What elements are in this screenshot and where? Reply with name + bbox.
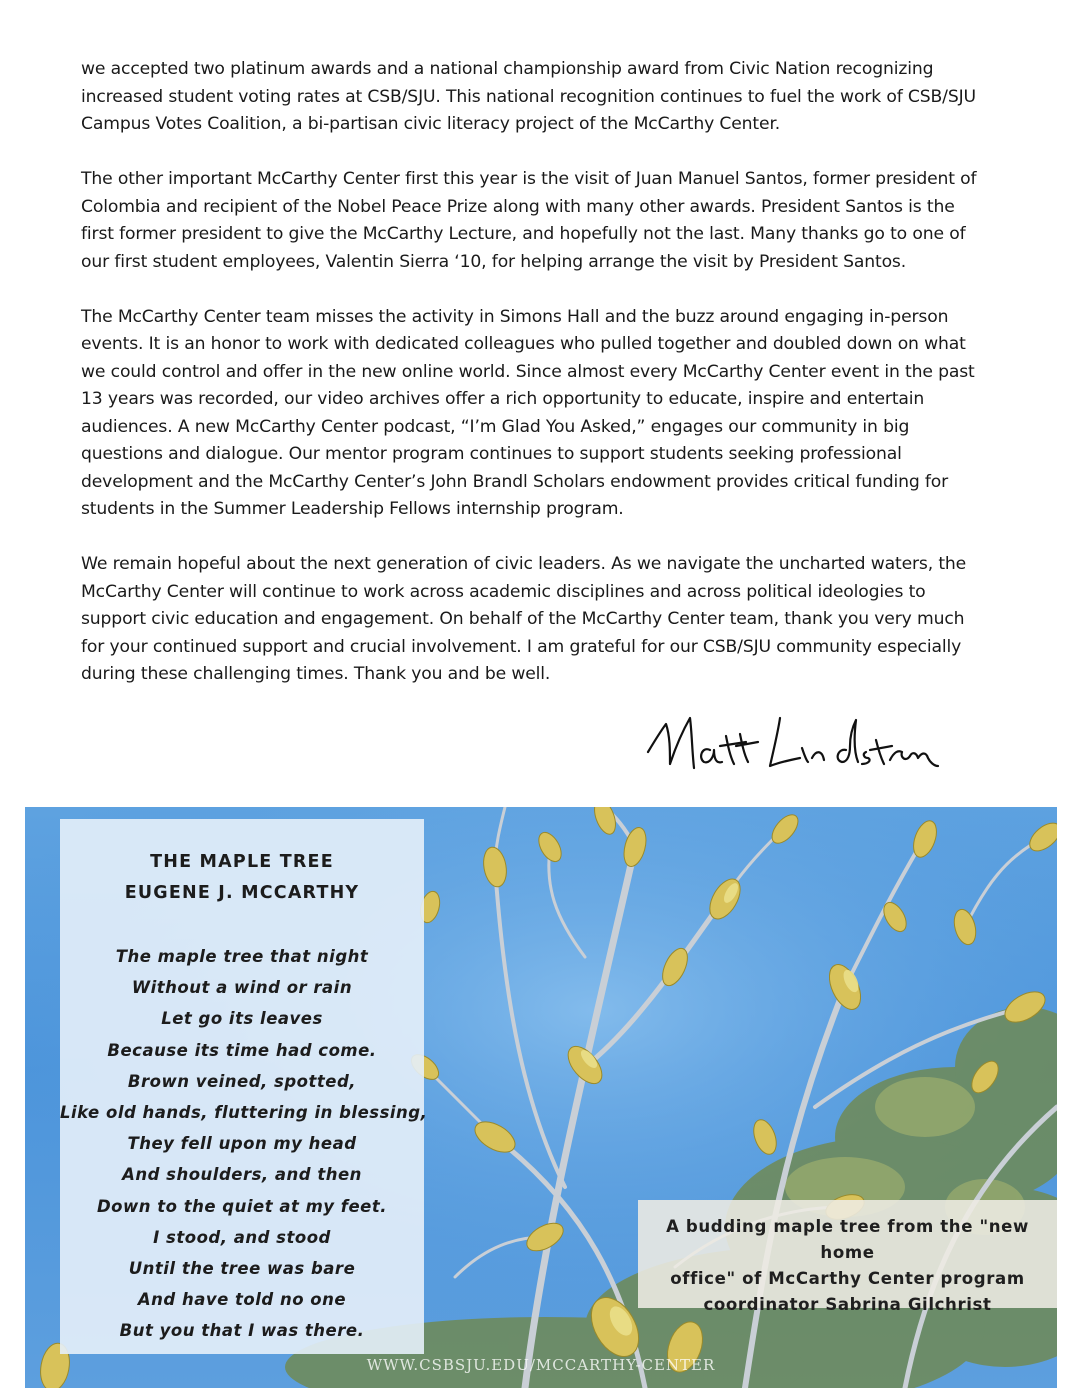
signature-image xyxy=(640,706,940,780)
poem-line: Let go its leaves xyxy=(161,1009,323,1029)
letter-body xyxy=(81,56,981,689)
poem-line: But you that I was there. xyxy=(119,1321,365,1341)
poem-title: THE MAPLE TREE xyxy=(150,852,334,872)
poem-line: I stood, and stood xyxy=(153,1227,331,1247)
caption-line-2: office" of McCarthy Center program xyxy=(670,1269,1025,1288)
poem-line: And have told no one xyxy=(137,1290,347,1310)
poem-line: Brown veined, spotted, xyxy=(127,1071,357,1091)
poem-lines xyxy=(60,941,428,1347)
poem-line: Until the tree was bare xyxy=(128,1259,356,1279)
letter-paragraph-4: We remain hopeful about the next generation of civic leaders. As we navigate the uncharted waters, the McCarthy Center will continue to work across academic disciplines and across political ideologies to support civic education and engagement. On behalf of the McCarthy Center team, thank you very much for your continued support and crucial involvement. I am grateful for our CSB/SJU community especially during these challenging times. Thank you and be well. xyxy=(81,554,967,684)
letter-paragraph-1: we accepted two platinum awards and a national championship award from Civic Nation recognizing increased student voting rates at CSB/SJU. This national recognition continues to fuel the work of CSB/SJU Campus Votes Coalition, a bi-partisan civic literacy project of the McCarthy Center. xyxy=(81,59,976,134)
poem-line: Like old hands, fluttering in blessing, xyxy=(60,1103,428,1123)
photo-caption xyxy=(638,1200,1057,1314)
footer-website-url[interactable]: WWW.CSBSJU.EDU/MCCARTHY-CENTER xyxy=(366,1356,716,1374)
poem-line: They fell upon my head xyxy=(127,1134,357,1154)
caption-line-3: coordinator Sabrina Gilchrist xyxy=(703,1295,992,1314)
poem-line: Without a wind or rain xyxy=(131,978,353,998)
poem-line: And shoulders, and then xyxy=(122,1165,362,1185)
maple-tree-photo xyxy=(25,807,1057,1388)
poem-line: The maple tree that night xyxy=(115,947,369,966)
caption-line-1: A budding maple tree from the "new home xyxy=(666,1217,1029,1262)
poem-heading xyxy=(60,847,424,909)
poem-author: EUGENE J. MCCARTHY xyxy=(124,883,360,903)
poem-line: Because its time had come. xyxy=(107,1040,377,1060)
letter-paragraph-2: The other important McCarthy Center first this year is the visit of Juan Manuel Santos, former president of Colombia and recipient of the Nobel Peace Prize along with many other awards. President Santos is the first former president to give the McCarthy Lecture, and hopefully not the last. Many thanks go to one of our first student employees, Valentin Sierra ‘10, for helping arrange the visit by President Santos. xyxy=(81,169,977,272)
letter-paragraph-3: The McCarthy Center team misses the activity in Simons Hall and the buzz around engaging in-person events. It is an honor to work with dedicated colleagues who pulled together and doubled down on what we could control and offer in the new online world. Since almost every McCarthy Center event in the past 13 years was recorded, our video archives offer a rich opportunity to educate, inspire and entertain audiences. A new McCarthy Center podcast, “I’m Glad You Asked,” engages our community in big questions and dialogue. Our mentor program continues to support students seeking professional development and the McCarthy Center’s John Brandl Scholars endowment provides critical funding for students in the Summer Leadership Fellows internship program. xyxy=(81,306,975,519)
poem-line: Down to the quiet at my feet. xyxy=(96,1196,387,1216)
poem-panel xyxy=(60,819,428,1354)
